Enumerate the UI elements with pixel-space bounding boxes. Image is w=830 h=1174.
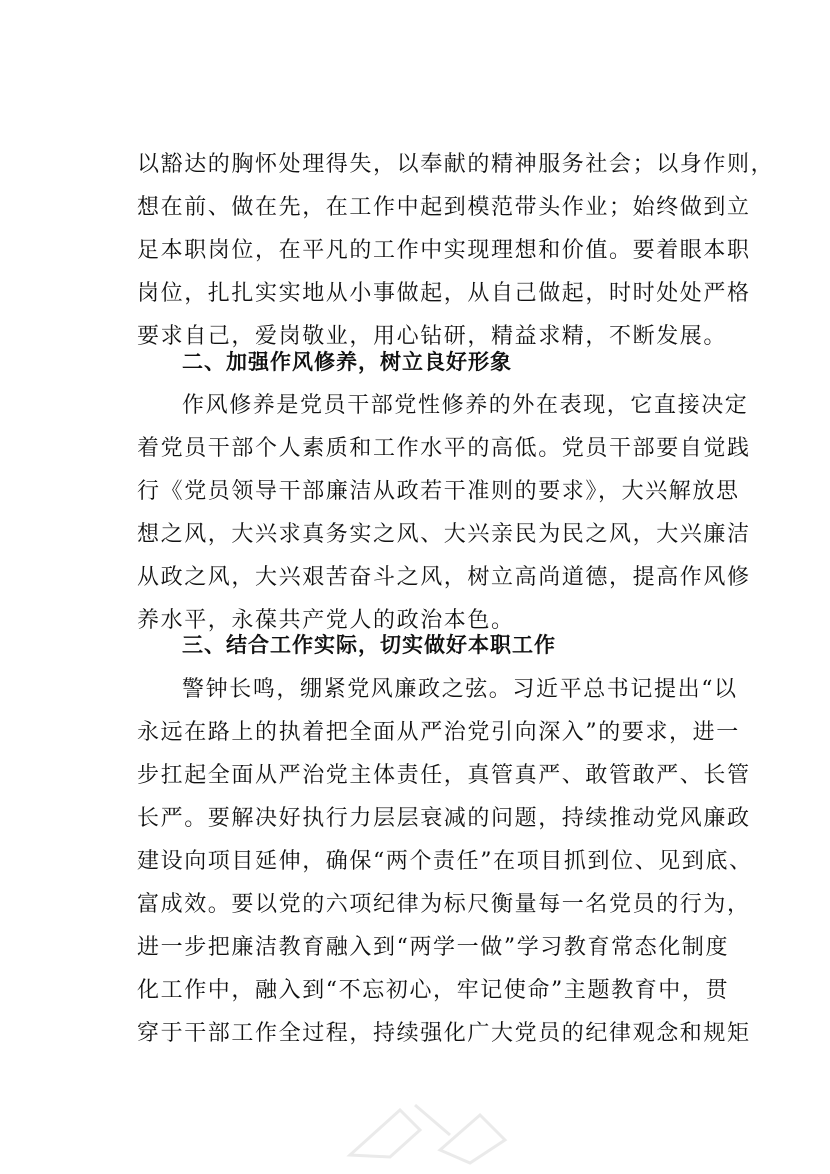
- paragraph-line: 想之风，大兴求真务实之风、大兴亲民为民之风，大兴廉洁: [137, 522, 751, 547]
- paragraph-line: 化工作中，融入到“不忘初心，牢记使命”主题教育中，贯: [137, 978, 730, 1003]
- paragraph-line: 永远在路上的执着把全面从严治党引向深入”的要求，进一: [137, 720, 740, 745]
- paragraph-line: 养水平，永葆共产党人的政治本色。: [137, 608, 515, 633]
- paragraph-line: 足本职岗位，在平凡的工作中实现理想和价值。要着眼本职: [137, 238, 751, 263]
- watermark-graphic: [330, 1095, 530, 1165]
- paragraph-line: 想在前、做在先，在工作中起到模范带头作业；始终做到立: [137, 195, 751, 220]
- section-heading: 三、结合工作实际，切实做好本职工作: [182, 633, 556, 657]
- paragraph-line: 进一步把廉洁教育融入到“两学一做”学习教育常态化制度: [137, 935, 730, 960]
- paragraph-line: 步扛起全面从严治党主体责任，真管真严、敢管敢严、长管: [137, 763, 751, 788]
- paragraph-line: 富成效。要以党的六项纪律为标尺衡量每一名党员的行为，: [137, 892, 751, 917]
- paragraph-line: 岗位，扎扎实实地从小事做起，从自己做起，时时处处严格: [137, 281, 751, 306]
- paragraph-line: 警钟长鸣，绷紧党风廉政之弦。习近平总书记提出“以: [182, 677, 738, 702]
- paragraph-line: 要求自己，爱岗敬业，用心钻研，精益求精，不断发展。: [137, 324, 728, 349]
- paragraph-line: 以豁达的胸怀处理得失，以奉献的精神服务社会；以身作则，: [137, 152, 775, 177]
- section-heading: 二、加强作风修养，树立良好形象: [182, 350, 512, 374]
- paragraph-line: 作风修养是党员干部党性修养的外在表现，它直接决定: [182, 393, 749, 418]
- paragraph-line: 穿于干部工作全过程，持续强化广大党员的纪律观念和规矩: [137, 1021, 751, 1046]
- paragraph-line: 建设向项目延伸，确保“两个责任”在项目抓到位、见到底、: [137, 849, 753, 874]
- paragraph-line: 长严。要解决好执行力层层衰减的问题，持续推动党风廉政: [137, 806, 751, 831]
- paragraph-line: 行《党员领导干部廉洁从政若干准则的要求》，大兴解放思: [137, 479, 740, 504]
- paragraph-line: 着党员干部个人素质和工作水平的高低。党员干部要自觉践: [137, 436, 751, 461]
- paragraph-line: 从政之风，大兴艰苦奋斗之风，树立高尚道德，提高作风修: [137, 565, 751, 590]
